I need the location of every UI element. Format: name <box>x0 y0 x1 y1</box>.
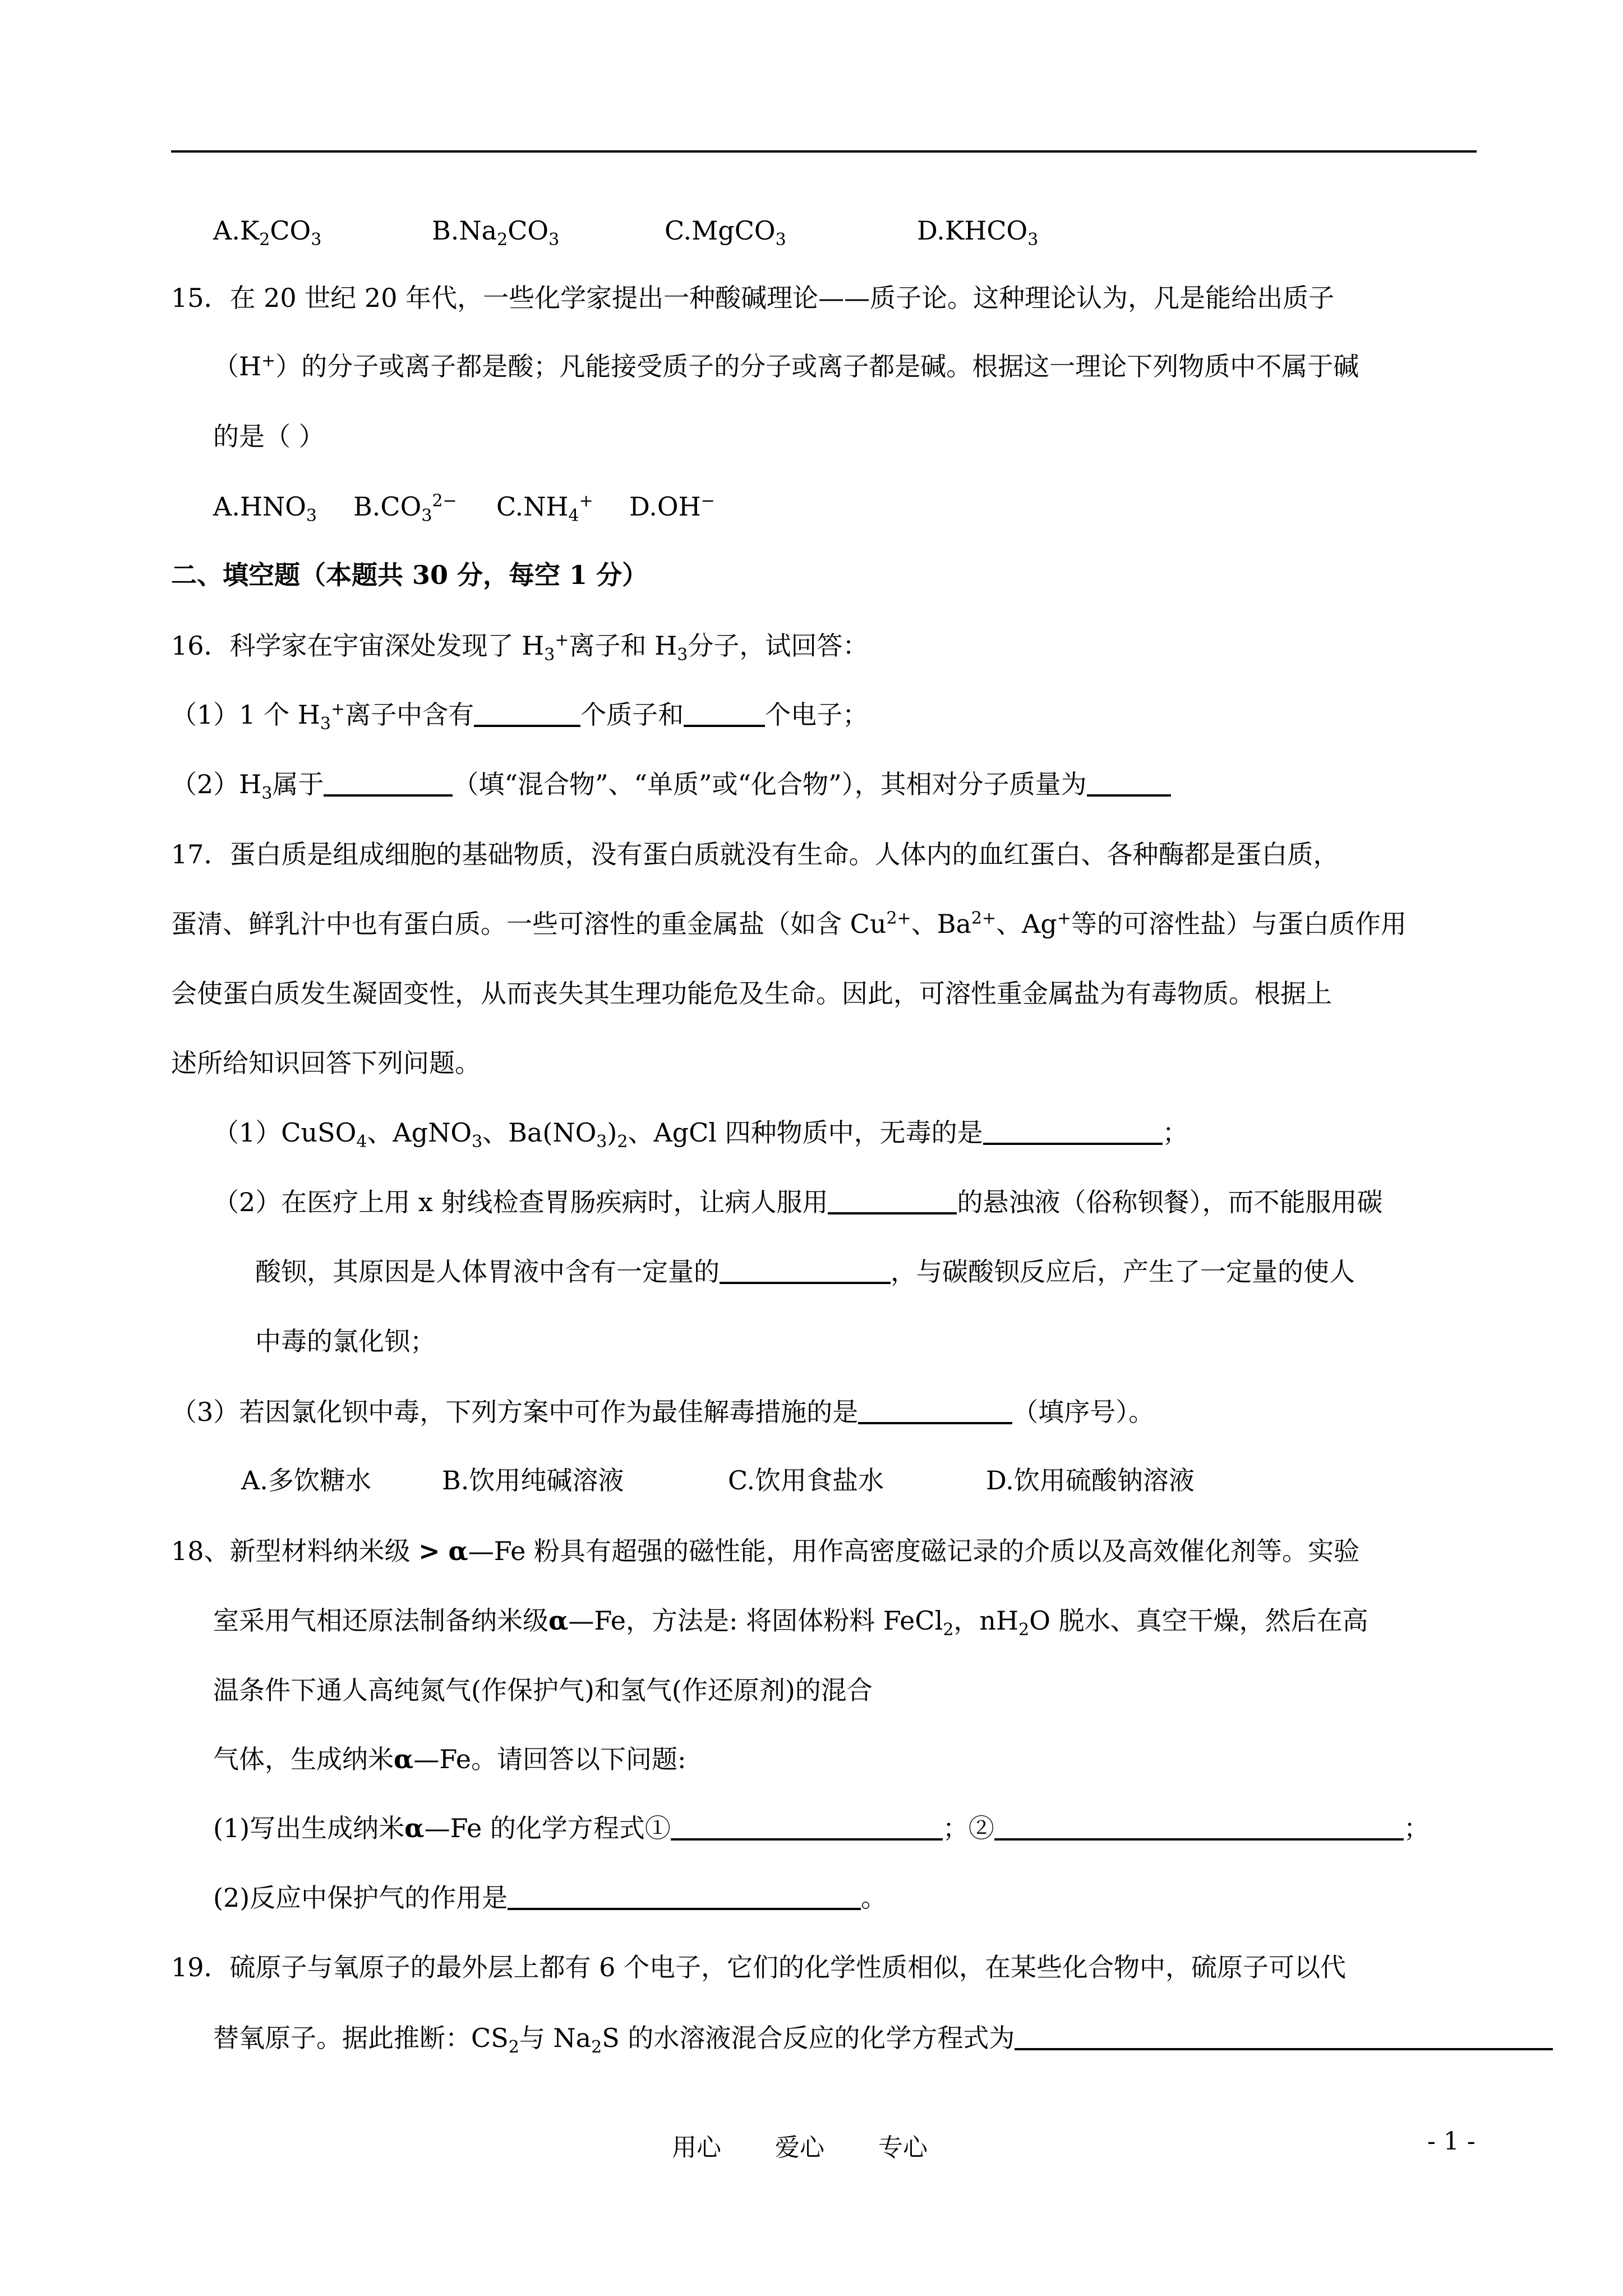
q14-option-c: C.MgCO$_3$ <box>665 215 786 250</box>
answer-blank[interactable] <box>324 772 453 797</box>
q17-line-3: 会使蛋白质发生凝固变性，从而丧失其生理功能危及生命。因此，可溶性重金属盐为有毒物质。根据上 <box>171 978 1332 1009</box>
q14-option-b: $B.Na_2CO_3$ <box>432 215 560 250</box>
q14-option-d: $D.KHCO_3$ <box>917 215 1039 250</box>
q14-options <box>213 215 1039 250</box>
answer-blank[interactable] <box>684 702 765 727</box>
q15-option-b: $B.CO_3^{2-}$ <box>353 491 457 526</box>
q17-options <box>241 1465 1195 1496</box>
q16-part-1: （1）1 个 $H_3^+$离子中含有 个质子和 个电子； <box>171 699 869 734</box>
q18-line-1: 18、新型材料纳米级 > α—Fe 粉具有超强的磁性能，用作高密度磁记录的介质以及高效催化剂等。实验 <box>171 1536 1359 1566</box>
q17-part-2-line-2: 酸钡，其原因是人体胃液中含有一定量的 ，与碳酸钡反应后，产生了一定量的使人 <box>255 1257 1355 1287</box>
footer-word: 爱心 <box>775 2133 824 2162</box>
q18-line-2: 室采用气相还原法制备纳米级α—Fe，方法是: 将固体粉料 FeCl$_2$，$nH_2O$ 脱水、真空干燥，然后在高 <box>213 1605 1368 1640</box>
footer-motto <box>672 2127 981 2163</box>
answer-blank[interactable] <box>1087 772 1171 797</box>
answer-blank[interactable] <box>508 1885 861 1910</box>
q17-line-1: 17．蛋白质是组成细胞的基础物质，没有蛋白质就没有生命。人体内的血红蛋白、各种酶都是蛋白质， <box>171 839 1339 869</box>
q18-line-4: 气体，生成纳米α—Fe。请回答以下问题: <box>213 1744 686 1774</box>
page-number: - 1 - <box>1427 2127 1476 2156</box>
section-title: 二、填空题（本题共 30 分，每空 1 分） <box>171 560 648 590</box>
q15-line-2: （H+）的分子或离子都是酸；凡能接受质子的分子或离子都是碱。根据这一理论下列物质中不属于碱 <box>213 351 1359 381</box>
q17-option-b: B.饮用纯碱溶液 <box>442 1465 624 1496</box>
q17-option-a: A.多饮糖水 <box>241 1465 371 1496</box>
q16-part-2: $(2)H_3$属于 （填“混合物”、“单质”或“化合物”），其相对分子质量为 <box>171 771 1171 797</box>
q15-option-d: D.OH− <box>629 491 715 522</box>
q17-part-1: （1）CuSO$_4$、AgNO$_3$、$Ba(NO_3)_2$、AgCl 四种物质中，无毒的是 ； <box>213 1117 1188 1152</box>
q15-option-a: $A.HNO_3$ <box>213 491 317 526</box>
q15-option-c: $C.NH_4^+$ <box>496 491 593 526</box>
answer-blank[interactable] <box>858 1400 1012 1424</box>
q17-line-4: 述所给知识回答下列问题。 <box>171 1048 481 1078</box>
answer-blank[interactable] <box>1015 2026 1553 2050</box>
answer-blank[interactable] <box>720 1259 891 1284</box>
q15-line-3: 的是（ ） <box>213 421 325 452</box>
q17-part-2-line-3: 中毒的氯化钡； <box>255 1326 436 1356</box>
q16-stem: 16．科学家在宇宙深处发现了 $H_3^+$离子和 $H_3$分子，试回答： <box>171 630 869 665</box>
header-rule <box>171 150 1477 153</box>
q15-line-1: 15．在 20 世纪 20 年代，一些化学家提出一种酸碱理论——质子论。这种理论认为，凡是能给出质子 <box>171 283 1335 313</box>
q19-line-1: 19．硫原子与氧原子的最外层上都有 6 个电子，它们的化学性质相似，在某些化合物中，硫原子可以代 <box>171 1952 1347 1982</box>
answer-blank[interactable] <box>671 1816 943 1841</box>
q18-line-3: 温条件下通人高纯氮气(作保护气)和氢气(作还原剂)的混合 <box>213 1675 873 1705</box>
footer-word: 用心 <box>672 2133 721 2162</box>
answer-blank[interactable] <box>474 702 580 727</box>
q18-part-2: (2)反应中保护气的作用是 。 <box>213 1883 887 1913</box>
q17-option-d: D.饮用硫酸钠溶液 <box>986 1465 1195 1496</box>
q18-part-1: (1)写出生成纳米α—Fe 的化学方程式① ；② ； <box>213 1813 1430 1843</box>
q15-options <box>213 491 715 526</box>
q17-line-2: 蛋清、鲜乳汁中也有蛋白质。一些可溶性的重金属盐（如含 $Cu^{2+}$、$Ba^{2+}$、Ag+等的可溶性盐）与蛋白质作用 <box>171 908 1407 939</box>
q17-part-2-line-1: （2）在医疗上用 x 射线检查胃肠疾病时，让病人服用 的悬浊液（俗称钡餐），而不能服用碳 <box>213 1187 1383 1217</box>
answer-blank[interactable] <box>983 1120 1163 1145</box>
q14-option-a: $A.K_2CO_3$ <box>213 215 322 250</box>
q17-part-3: （3）若因氯化钡中毒，下列方案中可作为最佳解毒措施的是 （填序号）。 <box>171 1397 1155 1427</box>
answer-blank[interactable] <box>994 1816 1404 1841</box>
footer-word: 专心 <box>878 2133 928 2162</box>
answer-blank[interactable] <box>828 1190 957 1214</box>
q17-option-c: C.饮用食盐水 <box>728 1465 884 1496</box>
q19-line-2: 替氧原子。据此推断：$CS_2$与 $Na_2S$ 的水溶液混合反应的化学方程式为 <box>213 2025 1553 2051</box>
